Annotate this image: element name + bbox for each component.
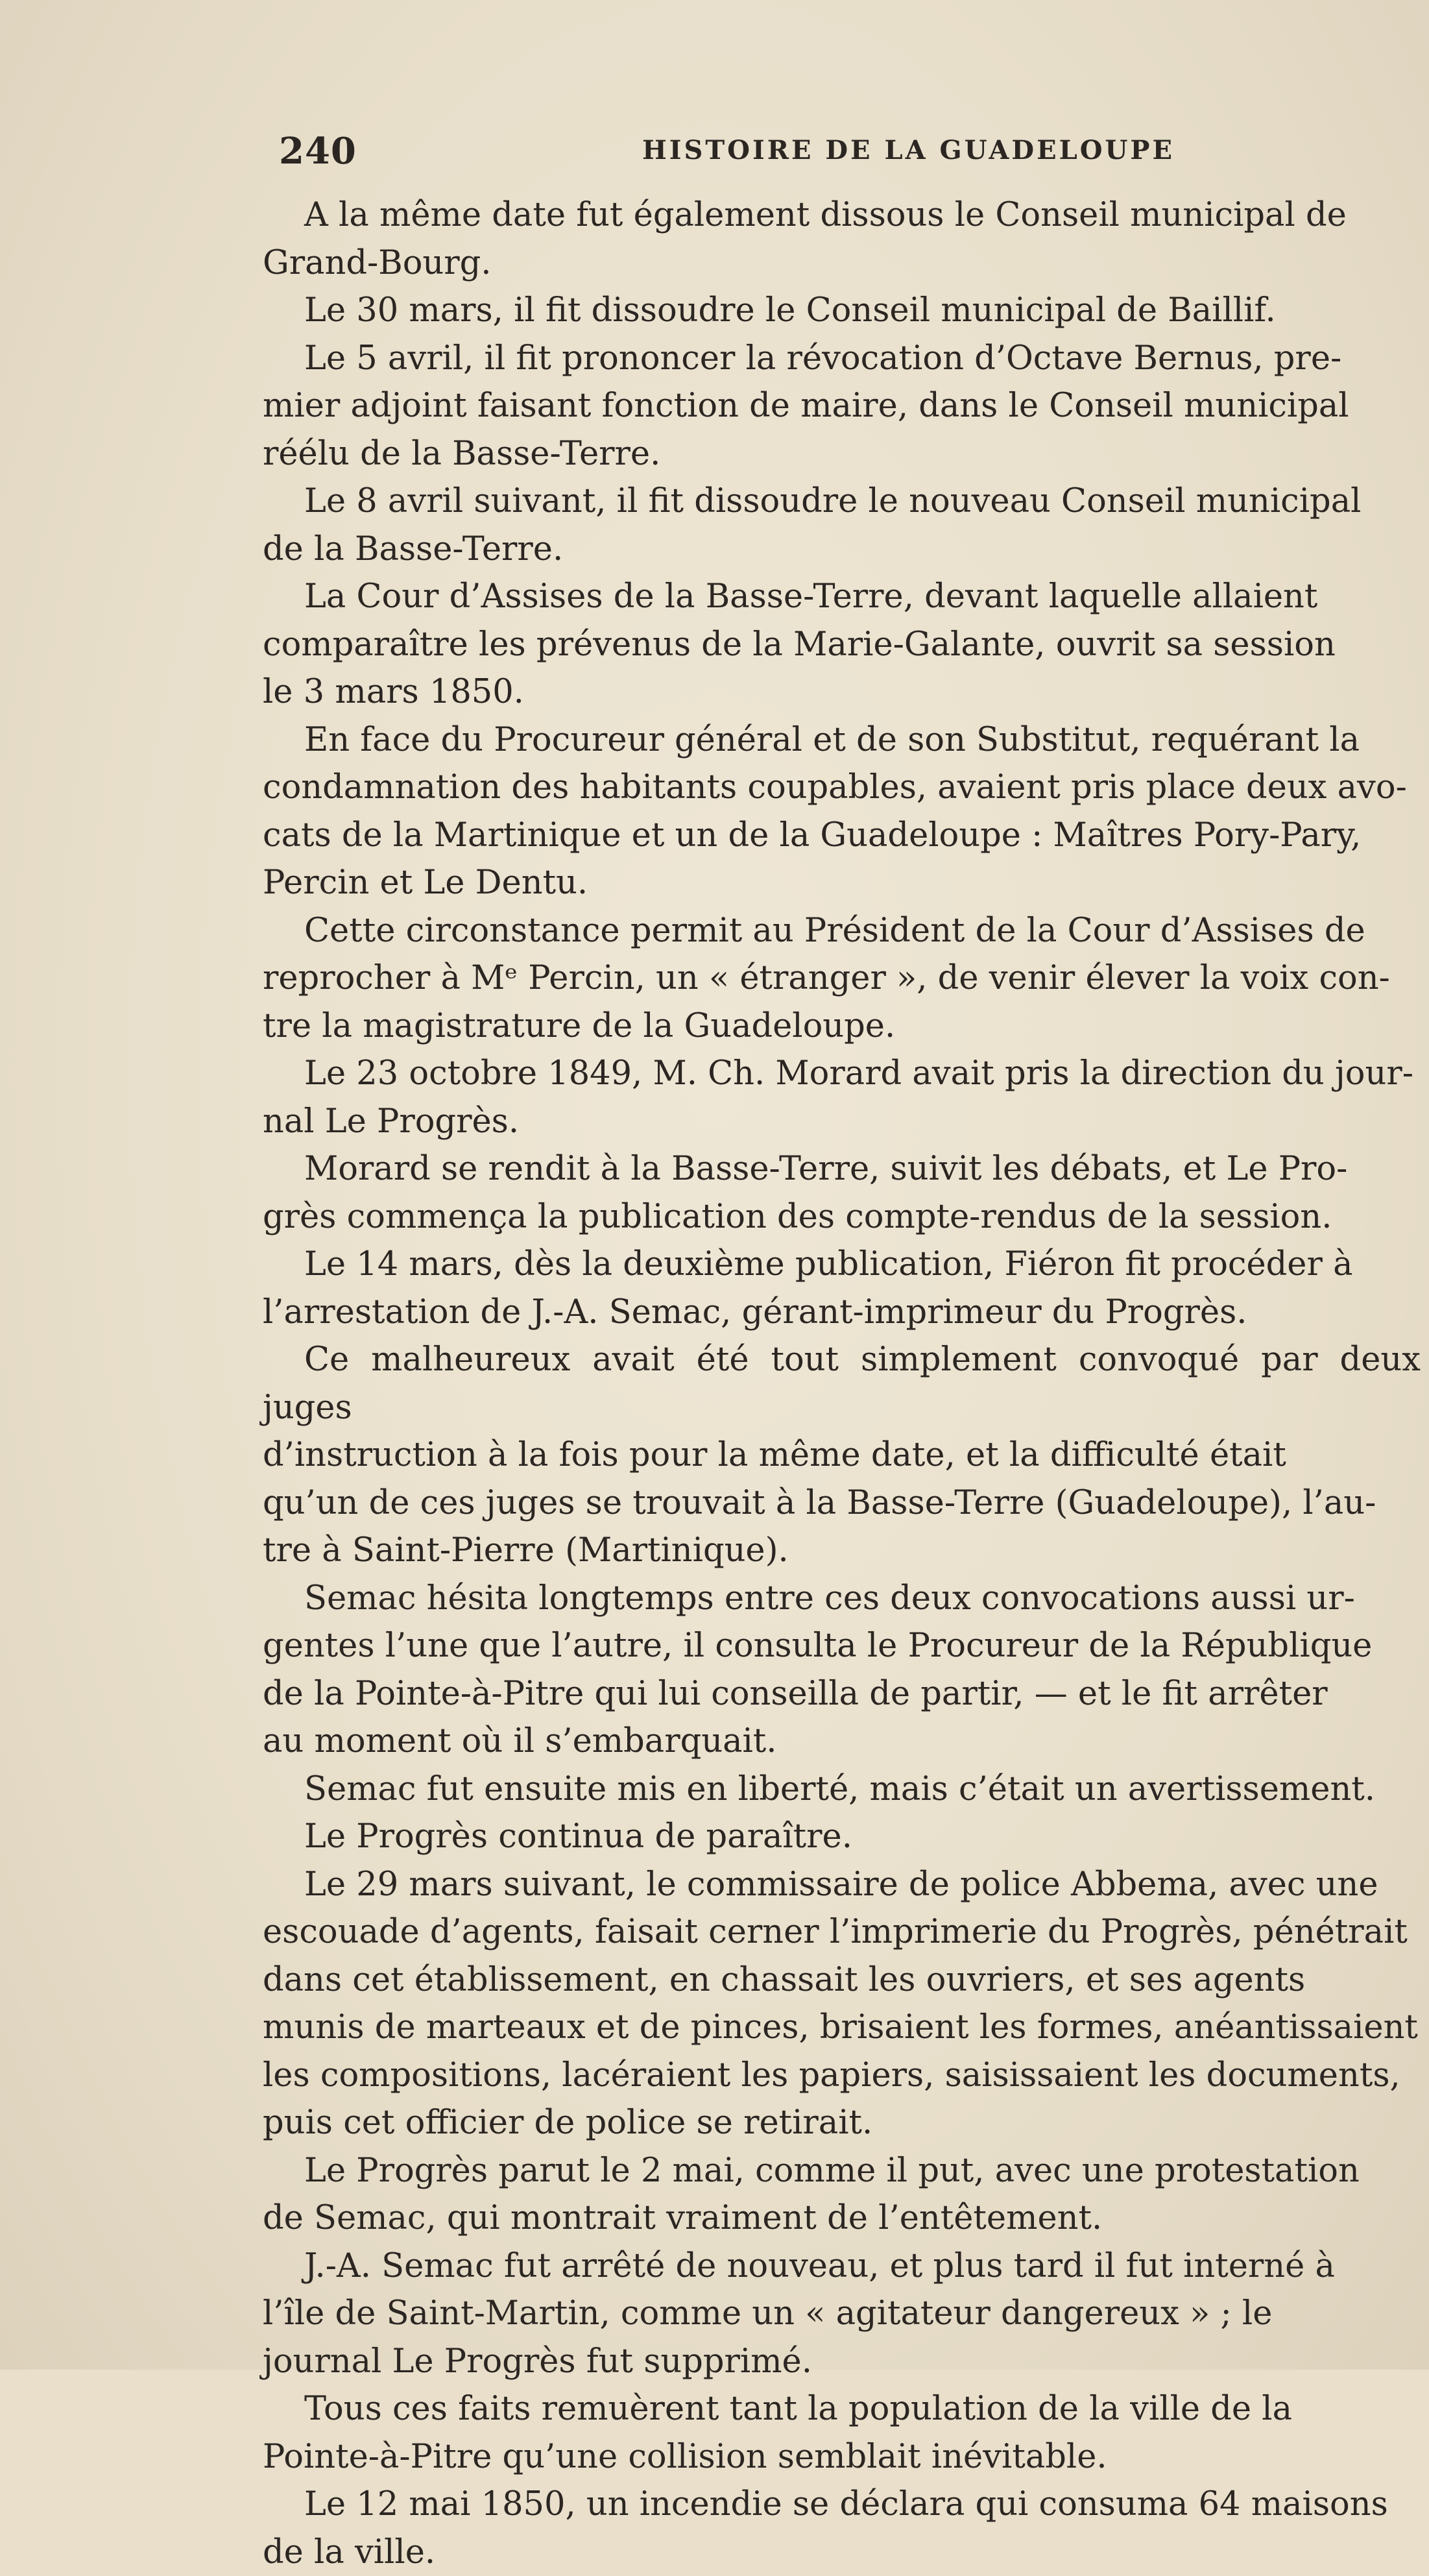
running-title: HISTOIRE DE LA GUADELOUPE [642,135,1175,165]
paragraph: En face du Procureur général et de son Substitut, requérant la condamnation des habitants coupables, avaient pris place deux avo- cats de la Martinique et un de la Guadeloupe : Maîtres Pory-Pary, Percin et Le Dentu. [263,720,1407,902]
paragraph: Le 5 avril, il fit prononcer la révocation d’Octave Bernus, pre- mier adjoint faisant fonction de maire, dans le Conseil municipal réélu de la Basse-Terre. [263,339,1349,473]
paragraph: Le Progrès parut le 2 mai, comme il put, avec une protestation de Semac, qui montrait vraiment de l’entêtement. [263,2151,1360,2237]
paragraph: Semac fut ensuite mis en liberté, mais c’était un avertissement. [304,1769,1376,1808]
paragraph: A la même date fut également dissous le Conseil municipal de Grand-Bourg. [263,196,1347,282]
page-body [263,191,1421,2576]
paragraph: Semac hésita longtemps entre ces deux convocations aussi ur- gentes l’une que l’autre, il consulta le Procureur de la République de la Pointe-à-Pitre qui lui conseilla de partir, — et le fit arrêter au moment où il s’embarquait. [263,1579,1373,1760]
paragraph: J.-A. Semac fut arrêté de nouveau, et plus tard il fut interné à l’île de Saint-Martin, comme un « agitateur dangereux » ; le journal Le Progrès fut supprimé. [263,2246,1335,2381]
paragraph: Le Progrès continua de paraître. [304,1817,852,1856]
paragraph: La Cour d’Assises de la Basse-Terre, devant laquelle allaient comparaître les prévenus de la Marie-Galante, ouvrit sa session le 3 mars 1850. [263,577,1336,711]
paragraph: Le 12 mai 1850, un incendie se déclara qui consuma 64 maisons de la ville. [263,2485,1388,2571]
paragraph: Ce malheureux avait été tout simplement convoqué par deux juges d’instruction à la fois pour la même date, et la difficulté était qu’un de ces juges se trouvait à la Basse-Terre (Guadeloupe), l’au- tre à Saint-Pierre (Martinique). [263,1341,1421,1570]
paragraph: Le 29 mars suivant, le commissaire de police Abbema, avec une escouade d’agents, faisait cerner l’imprimerie du Progrès, pénétrait dans cet établissement, en chassait les ouvriers, et ses agents munis de marteaux et de pinces, brisaient les formes, anéantissaient les compositions, lacéraient les papiers, saisissaient les documents, puis cet officier de police se retirait. [263,1865,1418,2142]
paragraph: Tous ces faits remuèrent tant la population de la ville de la Pointe-à-Pitre qu’une collision semblait inévitable. [263,2390,1293,2476]
paragraph: Le 8 avril suivant, il fit dissoudre le nouveau Conseil municipal de la Basse-Terre. [263,482,1362,568]
paragraph: Morard se rendit à la Basse-Terre, suivit les débats, et Le Pro- grès commença la publication des compte-rendus de la session. [263,1150,1348,1236]
paragraph: Le 14 mars, dès la deuxième publication, Fiéron fit procéder à l’arrestation de J.-A. Semac, gérant-imprimeur du Progrès. [263,1245,1353,1331]
paragraph: Cette circonstance permit au Président de la Cour d’Assises de reprocher à Mᵉ Percin, un « étranger », de venir élever la voix con- tre la magistrature de la Guadeloupe. [263,911,1390,1045]
page-number: 240 [279,130,357,173]
page-header [279,130,1427,175]
paragraph: Le 30 mars, il fit dissoudre le Conseil municipal de Baillif. [304,291,1276,330]
paragraph: Le 23 octobre 1849, M. Ch. Morard avait pris la direction du jour- nal Le Progrès. [263,1054,1413,1141]
